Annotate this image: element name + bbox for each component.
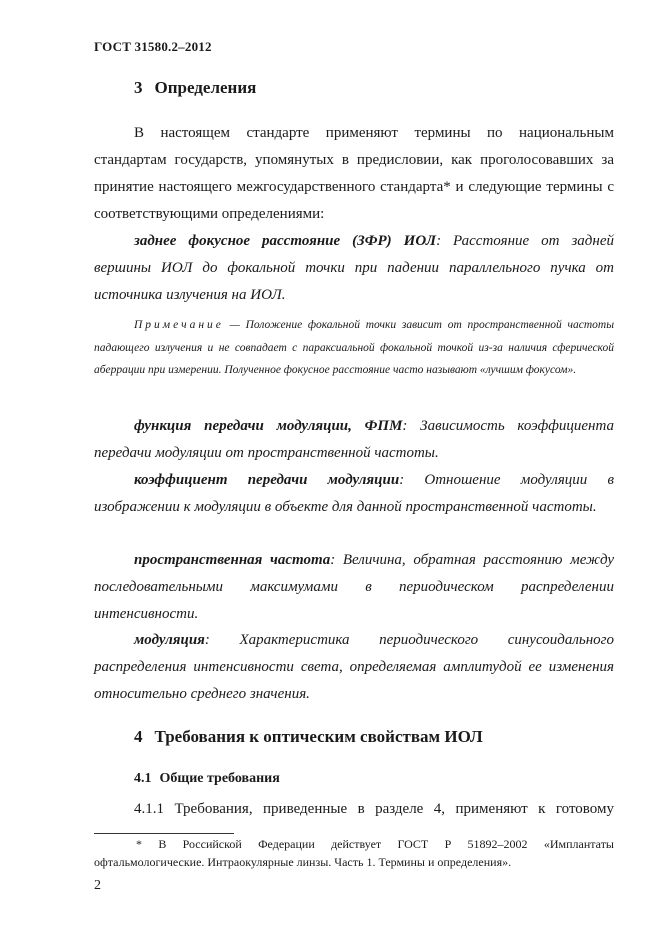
document-header: ГОСТ 31580.2–2012 [94, 39, 212, 54]
section-number: 4 [134, 727, 143, 746]
term-definition [94, 627, 614, 708]
subsection-number: 4.1 [134, 771, 152, 786]
definition: : Расстояние от задней вершины ИОЛ до фокальной точки при падении параллельного пучка от источника излучения на ИОЛ. [94, 233, 614, 303]
term-definition [94, 228, 614, 309]
definition: : Зависимость коэффициента передачи модуляции от пространственной частоты. [94, 418, 614, 461]
page-number: 2 [94, 878, 101, 893]
section-number: 3 [134, 78, 143, 97]
section-3-heading [134, 78, 256, 98]
term: модуляция [134, 632, 205, 648]
note-paragraph [94, 314, 614, 382]
term: функция передачи модуляции, ФПМ [134, 418, 403, 434]
term: пространственная частота [134, 552, 331, 568]
note-text: — Положение фокальной точки зависит от пространственной частоты падающего излучения и не совпадает с параксиальной фокальной точкой из-за наличия сферической аберрации при измерении. Полученное фокусное расстояние часто называют «лучшим фокусом». [94, 319, 614, 376]
subsection-heading [134, 771, 280, 787]
definition: : Отношение модуляции в изображении к модуляции в объекте для данной пространственной частоты. [94, 472, 614, 515]
note-label: Примечание [134, 319, 224, 331]
footnote-divider [94, 833, 234, 834]
section-title: Определения [154, 78, 257, 97]
definition: : Величина, обратная расстоянию между последовательными максимумами в периодическом распределении интенсивности. [94, 552, 614, 622]
section-4-heading [134, 727, 483, 747]
subsection-title: Общие требования [159, 771, 280, 786]
term-definition [94, 547, 614, 628]
section-title: Требования к оптическим свойствам ИОЛ [154, 727, 483, 746]
term-definition [94, 467, 614, 521]
definition: : Характеристика периодического синусоидального распределения интенсивности света, определяемая амплитудой ее изменения относительно среднего значения. [94, 632, 614, 702]
term: заднее фокусное расстояние (ЗФР) ИОЛ [134, 233, 437, 249]
footnote: * В Российской Федерации действует ГОСТ Р 51892–2002 «Имплантаты офтальмологические. Интраокулярные линзы. Часть 1. Термины и определения». [94, 837, 614, 869]
term-definition [94, 413, 614, 467]
intro-paragraph: В настоящем стандарте применяют термины по национальным стандартам государств, упомянутых в предисловии, как проголосовавших за принятие настоящего межгосударственного стандарта* и следующие термины с соответствующими определениями: [94, 125, 614, 222]
term: коэффициент передачи модуляции [134, 472, 400, 488]
body-paragraph: 4.1.1 Требования, приведенные в разделе 4, применяют к готовому [134, 801, 614, 817]
